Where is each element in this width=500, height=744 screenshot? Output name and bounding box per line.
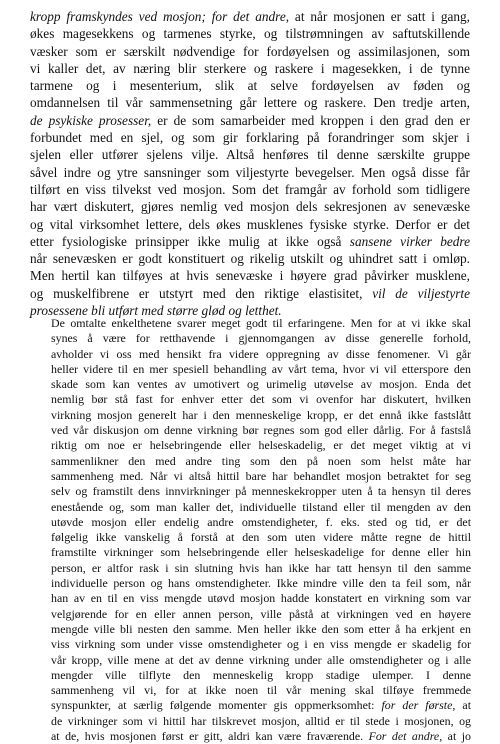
text-run: følgelig ikke vanskelig å forstå at den som uten videre måtte regne de hittil [51,530,471,545]
text-run: mengde ville bli nesten den samme. Men heller ikke den som etter å ha erkjent en [51,621,471,636]
text-line [51,469,471,484]
text-line [30,43,470,60]
italic-text: vil de viljestyrte [372,285,470,301]
text-run: økes magesekkens og tarmenes styrke, og tilstrømningen av saftutskillende [30,26,470,42]
text-run: at [455,698,471,713]
text-run: utøvde mosjon eller endelig andre omstendigheter, f. eks. sted og tid, er det [51,514,471,529]
text-line [51,653,471,668]
text-line [51,454,471,469]
text-line [30,216,470,233]
text-line [51,729,471,744]
italic-text: kropp framskyndes ved mosjon; for det andre, [30,9,290,24]
text-line [51,530,471,545]
italic-text: prosessene bli utført med større glød og letthet. [30,303,282,319]
text-run: og vital virksomhet lettere, dels økes musklenes fysiske styrke. Derfor er det [30,216,470,232]
text-line [51,622,471,637]
text-run: sammenheng med. Når vi altså hittil bare har behandlet mosjon betraktet for seg [51,468,471,483]
text-line [30,267,470,284]
text-run: han av en til en viss mengde utøvd mosjon hadde konstatert en virkning som var [51,591,471,606]
text-run: person, er altfor rask i sin slutning hvis han ikke har tatt hensyn til den samme [51,560,471,575]
text-run: Men hertil kan tilføyes at hvis senevæske i høyere grad påvirker musklene, [30,268,470,284]
text-line [30,60,470,77]
text-run: synes å være for retthavende i gjennomgangen av disse generelle forhold, [51,331,471,346]
text-run: etter fysiologiske prinsipper ikke mulig at ikke også [30,233,350,249]
text-run: nemlig bør stå fast for enhver etter det som vi ovenfor har diskutert, hvilken [51,392,471,407]
text-line [30,129,470,146]
text-run: er de som samarbeider med kroppen i den grad den er [151,112,470,128]
italic-text: for der første, [381,698,456,713]
text-line [51,377,471,392]
text-line [51,515,471,530]
text-line [30,77,470,94]
text-run: De omtalte enkelthetene svarer meget godt til erfaringene. Men for at vi ikke skal [51,316,471,330]
text-line [51,576,471,591]
text-line [30,8,470,25]
text-line [51,438,471,453]
text-run: sammenheng vil vi, for at ikke noen til vår mening skal tilføye fremmede [51,683,471,698]
text-run: at jo [442,729,471,744]
text-line [30,181,470,198]
text-line [51,347,471,362]
text-line [51,484,471,499]
text-line [30,94,470,111]
text-run: og muskelfibrene er utstyrt med den riktige elastisitet, [30,285,373,301]
text-line [51,392,471,407]
text-run: velgjørende for en eller annen person, ville påstå at virkningen ved en høyere [51,606,471,621]
italic-text: For det andre, [368,729,443,744]
text-line [51,668,471,683]
text-line [51,331,471,346]
text-line [30,198,470,215]
text-run: de virkninger som vi hittil har tilskrevet mosjon, alltid er til stede i mosjonen, og [51,713,471,728]
text-run: omdannelsen til vår sammensetning går lettere og raskere. Den tredje arten, [30,95,470,111]
text-line [51,545,471,560]
italic-text: sansene virker bedre [349,233,471,249]
text-run: sammenlikner den med andre ting som den på noen som helst måte har [51,453,471,468]
text-line [30,233,470,250]
text-run: virkning mosjon generelt har i den menneskelige kropp, er det ennå ikke fastslått [51,407,471,422]
text-run: avholder vi oss med hensikt fra videre oppregning av disse fenomener. Vi går [51,346,471,361]
text-run: vår kropp, ville mene at det av denne virkning under alle omstendigheter og i alle [51,652,471,667]
main-paragraph [30,8,470,319]
text-line [51,698,471,713]
text-line [51,637,471,652]
text-run: individuelle person og hans omstendigheter. Ikke mindre ville den ta feil som, når [51,576,471,591]
text-run: framstilte virkninger som helsebringende eller helseskadelige for denne eller hin [51,545,471,560]
italic-text: de psykiske prosesser, [30,112,152,128]
text-run: at de, hvis mosjonen først er gitt, aldri kan være fraværende. [51,729,369,744]
text-line [51,362,471,377]
text-line [51,591,471,606]
text-run: når senevæsken er godt konstituert og rikelig utskilt og uhindret satt i omløp. [30,251,470,267]
quoted-paragraph [51,316,471,744]
text-line [51,683,471,698]
text-run: at når mosjonen er satt i gang, [289,9,471,24]
text-run: synspunkter, at særlig følgende momenter gis oppmerksomhet: [51,698,382,713]
text-run: riktig om noe er helsebringende eller helseskadelig, er det meget viktig at vi [51,438,471,453]
text-line [30,112,470,129]
text-run: forbundet med en sjel, og som gir forklaring på forandringer som skjer i [30,130,470,146]
text-run: væsker som er særskilt nødvendige for fordøyelsen og assimilasjonen, som [30,43,470,59]
text-run: har vært diskutert, gjøres nemlig ved mosjon dels sekresjonen av senevæske [30,199,470,215]
text-run: ved vår diskusjon om denne virkning bør regnes som god eller dårlig. For å fastslå [51,423,471,438]
text-line [51,316,471,331]
text-run: skade som kan ventes av umotivert og urimelig utøvelse av mosjon. Enda det [51,377,471,392]
text-run: mengder ville tilflyte den menneskelig kropp stadige ulemper. I denne [51,667,471,682]
text-run: selv og framstilt dens innvirkninger på menneskekropper uten å ta hensyn til deres [51,484,471,499]
text-run: enestående og, som man kaller det, individuelle tilstand eller til mengden av den [51,499,471,514]
text-line [30,164,470,181]
text-line [51,423,471,438]
text-line [30,285,470,302]
text-run: sjelen eller utfører sjelens vilje. Altså henføres til denne særskilte gruppe [30,147,470,163]
text-line [51,408,471,423]
text-run: tilført en viss tilvekst ved mosjon. Som det framgår av forhold som tidligere [30,181,470,197]
text-line [30,250,470,267]
text-run: såvel indre og ytre sansninger som viljestyrte bevegelser. Men også disse får [30,164,470,180]
text-line [51,561,471,576]
text-run: heller videre til en mer spesiell behandling av vårt tema, hvor vi vil etterspore den [51,361,471,376]
text-line [51,607,471,622]
text-line [51,714,471,729]
text-line [30,25,470,42]
text-run: viss virkning som under visse omstendigheter og i en viss mengde er skadelig for [51,637,471,652]
text-line [30,146,470,163]
text-line [51,500,471,515]
text-run: vi kaller det, av næring blir sterkere og raskere i magesekken, i de tynne [30,60,470,76]
text-run: tarmene og i mesenterium, slik at selve fordøyelsen av føden og [30,78,470,94]
